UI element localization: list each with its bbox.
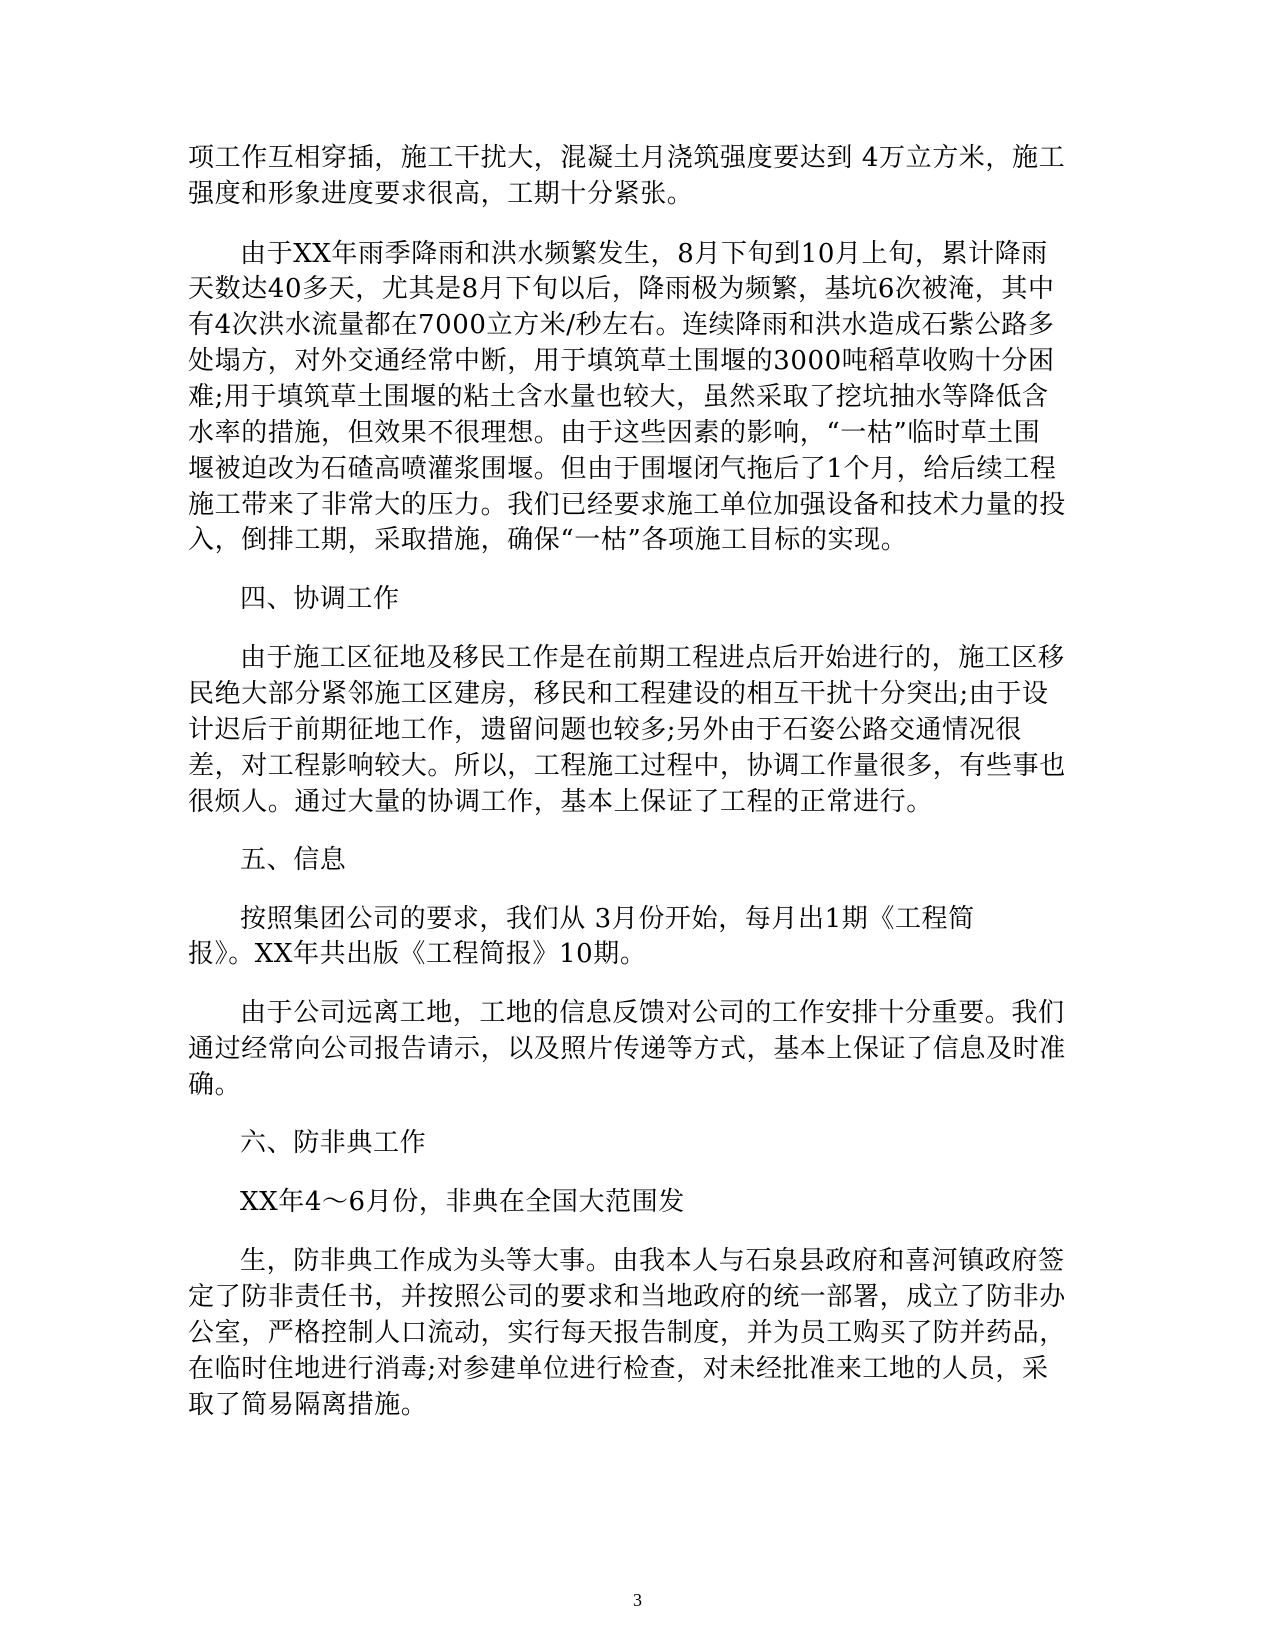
text-line: 民绝大部分紧邻施工区建房，移民和工程建设的相互干扰十分突出;由于设 — [188, 679, 1049, 709]
text-line: 很烦人。通过大量的协调工作，基本上保证了工程的正常进行。 — [188, 787, 933, 817]
text-line: 按照集团公司的要求，我们从 3月份开始，每月出1期《工程简 — [240, 904, 975, 934]
text-line: 天数达40多天，尤其是8月下旬以后，降雨极为频繁，基坑6次被淹，其中 — [188, 274, 1055, 304]
text-line: 由于XX年雨季降雨和洪水频繁发生，8月下旬到10月上旬，累计降雨 — [240, 239, 1048, 269]
text-line: 项工作互相穿插，施工干扰大，混凝土月浇筑强度要达到 4万立方米，施工 — [188, 143, 1066, 173]
text-line: 处塌方，对外交通经常中断，用于填筑草土围堰的3000吨稻草收购十分困 — [188, 346, 1055, 376]
text-line: 入，倒排工期，采取措施，确保“一枯”各项施工目标的实现。 — [188, 525, 908, 555]
text-line: 由于公司远离工地，工地的信息反馈对公司的工作安排十分重要。我们 — [240, 998, 1065, 1028]
text-line: 取了简易隔离措施。 — [188, 1390, 428, 1420]
text-line: 计迟后于前期征地工作，遗留问题也较多;另外由于石姿公路交通情况很 — [188, 715, 1022, 745]
text-line: XX年4～6月份，非典在全国大范围发 — [240, 1187, 685, 1217]
text-line: 报》。XX年共出版《工程简报》10期。 — [188, 939, 647, 969]
text-line: 有4次洪水流量都在7000立方米/秒左右。连续降雨和洪水造成石紫公路多 — [188, 310, 1055, 340]
text-line: 在临时住地进行消毒;对参建单位进行检查，对未经批准来工地的人员，采 — [188, 1354, 1049, 1384]
section-heading: 五、信息 — [240, 845, 347, 875]
text-line: 生，防非典工作成为头等大事。由我本人与石泉县政府和喜河镇政府签 — [240, 1246, 1065, 1276]
section-heading: 六、防非典工作 — [240, 1128, 427, 1158]
text-line: 由于施工区征地及移民工作是在前期工程进点后开始进行的，施工区移 — [240, 643, 1065, 673]
section-heading: 四、协调工作 — [240, 584, 400, 614]
text-line: 差，对工程影响较大。所以，工程施工过程中，协调工作量很多，有些事也 — [188, 751, 1066, 781]
text-line: 堰被迫改为石碴高喷灌浆围堰。但由于围堰闭气拖后了1个月，给后续工程 — [188, 454, 1057, 484]
text-line: 水率的措施，但效果不很理想。由于这些因素的影响，“一枯”临时草土围 — [188, 418, 1041, 448]
text-line: 难;用于填筑草土围堰的粘土含水量也较大，虽然采取了挖坑抽水等降低含 — [188, 382, 1049, 412]
text-line: 强度和形象进度要求很高，工期十分紧张。 — [188, 179, 694, 209]
text-line: 通过经常向公司报告请示，以及照片传递等方式，基本上保证了信息及时准 — [188, 1034, 1066, 1064]
page-number: 3 — [633, 1590, 642, 1610]
text-line: 公室，严格控制人口流动，实行每天报告制度，并为员工购买了防并药品， — [188, 1318, 1066, 1348]
text-line: 施工带来了非常大的压力。我们已经要求施工单位加强设备和技术力量的投 — [188, 490, 1066, 520]
text-line: 定了防非责任书，并按照公司的要求和当地政府的统一部署，成立了防非办 — [188, 1282, 1066, 1312]
text-line: 确。 — [188, 1070, 242, 1100]
